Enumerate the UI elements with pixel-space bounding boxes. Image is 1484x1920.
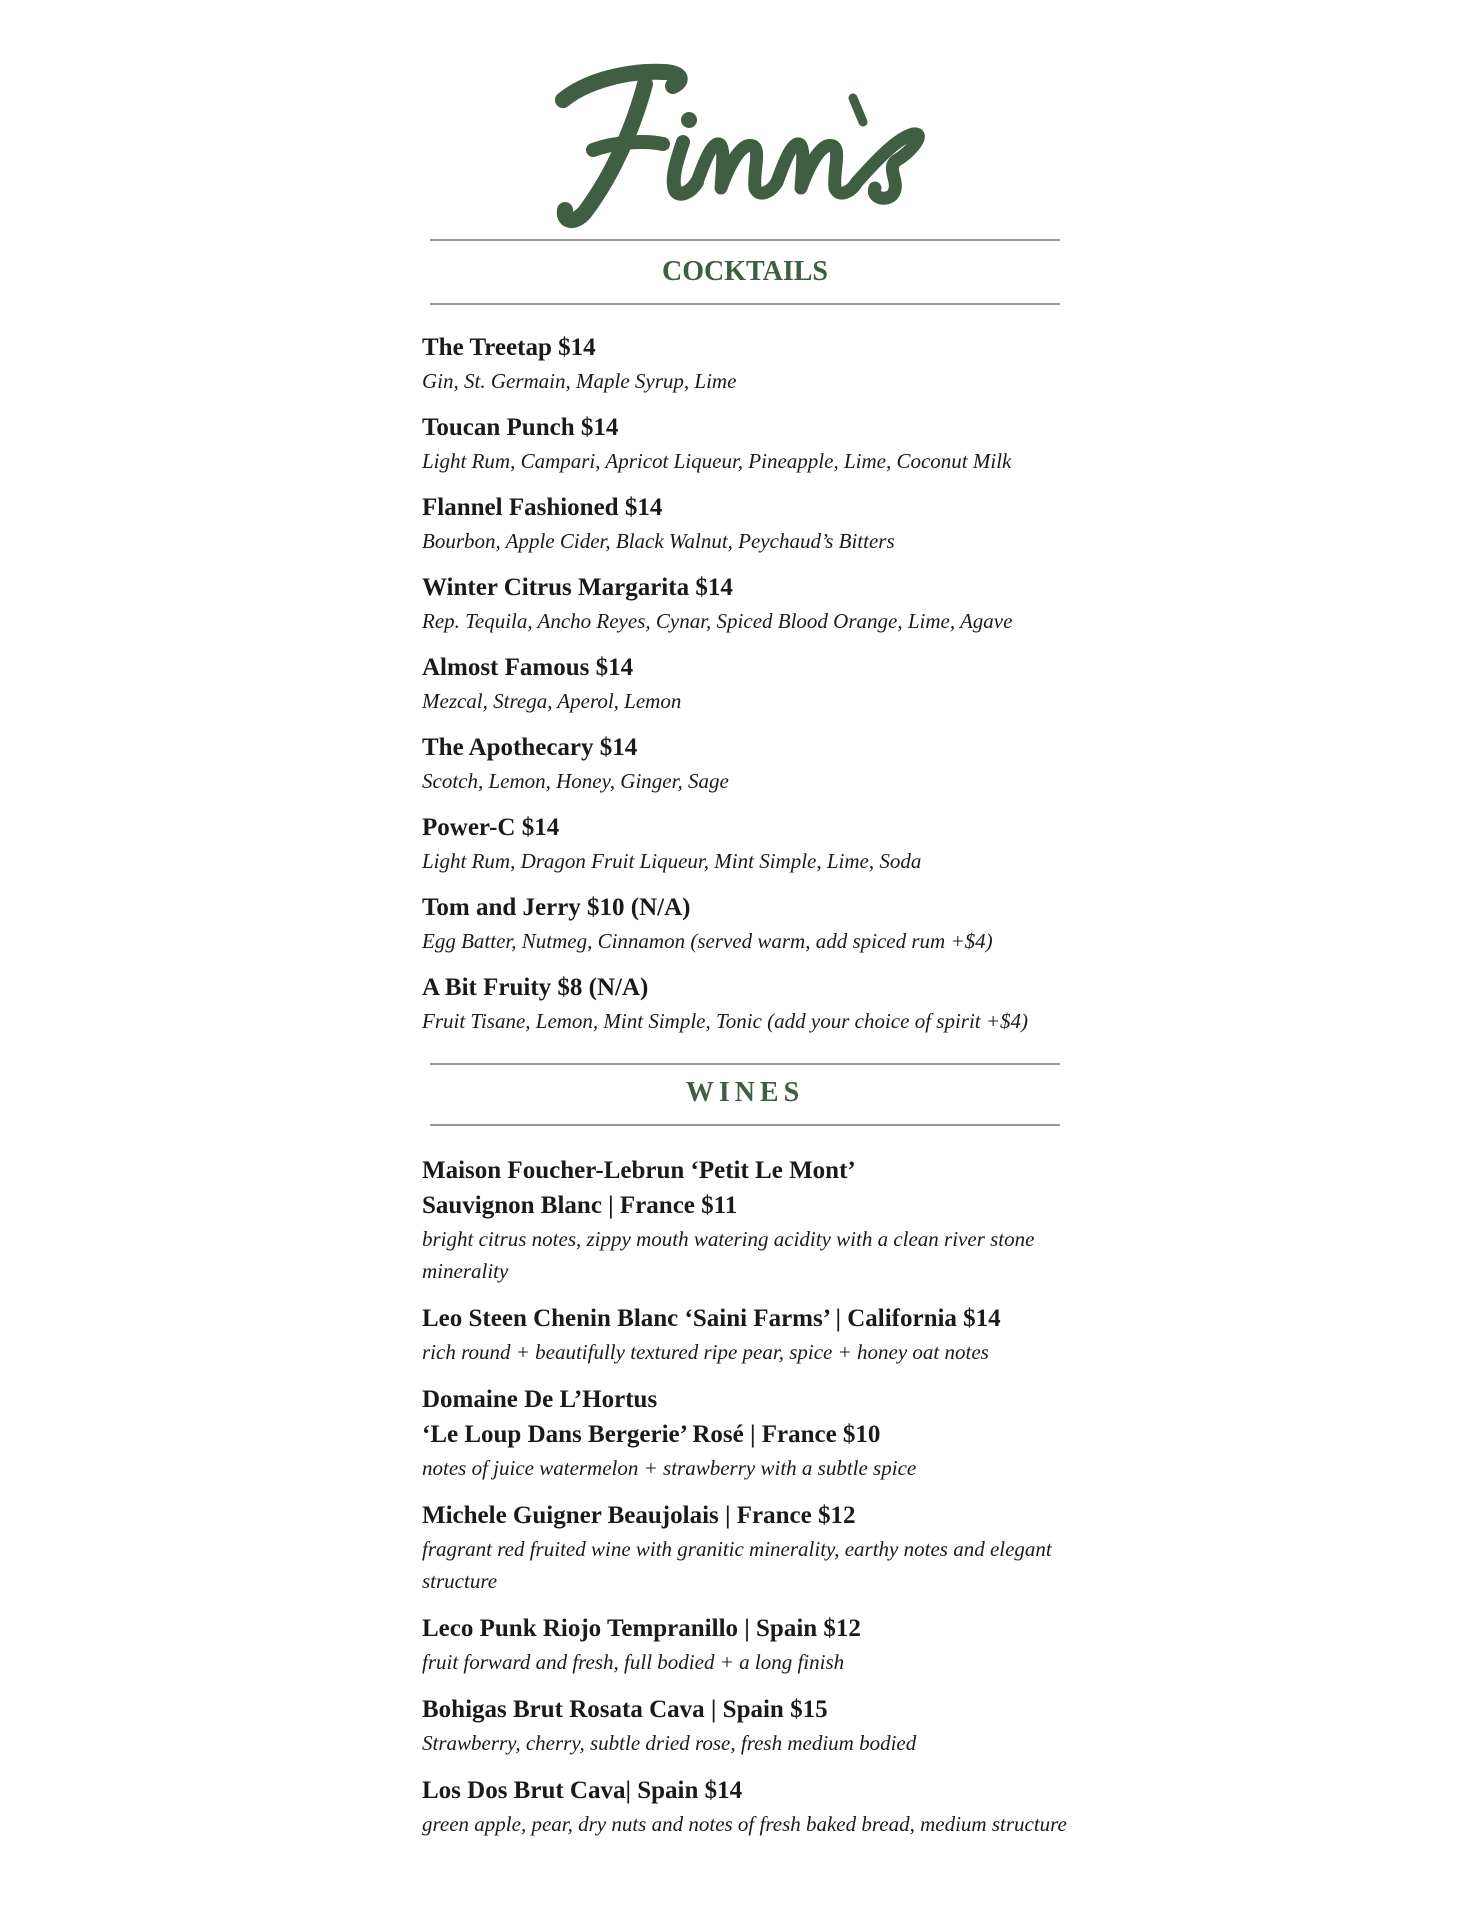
menu-item <box>422 1773 1072 1840</box>
menu-item <box>422 1382 1072 1484</box>
item-name: Almost Famous $14 <box>422 654 634 681</box>
item-description: fragrant red fruited wine with granitic minerality, earthy notes and elegant structure <box>422 1537 1052 1593</box>
item-name: Winter Citrus Margarita $14 <box>422 574 733 601</box>
cocktail-list <box>422 330 1072 1050</box>
menu-item <box>422 1498 1072 1597</box>
item-name: Leo Steen Chenin Blanc ‘Saini Farms’ | California $14 <box>422 1305 1001 1332</box>
item-description: Scotch, Lemon, Honey, Ginger, Sage <box>422 769 729 793</box>
menu-item <box>422 570 1072 650</box>
menu-item <box>422 330 1072 410</box>
item-description: Rep. Tequila, Ancho Reyes, Cynar, Spiced Blood Orange, Lime, Agave <box>422 609 1013 633</box>
item-name-line-2: Sauvignon Blanc | France $11 <box>422 1192 738 1219</box>
item-name-line-2: ‘Le Loup Dans Bergerie’ Rosé | France $10 <box>422 1421 881 1448</box>
divider <box>430 1124 1060 1126</box>
item-description: rich round + beautifully textured ripe pear, spice + honey oat notes <box>422 1340 989 1364</box>
item-name: A Bit Fruity $8 (N/A) <box>422 974 649 1001</box>
menu-item <box>422 1611 1072 1678</box>
item-description: Fruit Tisane, Lemon, Mint Simple, Tonic (add your choice of spirit +$4) <box>422 1009 1029 1033</box>
item-description: fruit forward and fresh, full bodied + a long finish <box>422 1650 845 1674</box>
item-name: The Apothecary $14 <box>422 734 638 761</box>
section-title-wines: WINES <box>685 1077 805 1108</box>
finns-logo <box>545 42 945 242</box>
item-name: Domaine De L’Hortus <box>422 1386 658 1413</box>
item-description: notes of juice watermelon + strawberry with a subtle spice <box>422 1456 917 1480</box>
item-name: Michele Guigner Beaujolais | France $12 <box>422 1502 856 1529</box>
item-description: Bourbon, Apple Cider, Black Walnut, Peychaud’s Bitters <box>422 529 895 553</box>
divider <box>430 1063 1060 1065</box>
item-description: Egg Batter, Nutmeg, Cinnamon (served warm, add spiced rum +$4) <box>422 929 993 953</box>
section-title-cocktails: COCKTAILS <box>662 256 828 287</box>
menu-item <box>422 730 1072 810</box>
menu-item <box>422 970 1072 1050</box>
menu-item <box>422 650 1072 730</box>
item-description: bright citrus notes, zippy mouth watering acidity with a clean river stone minerality <box>422 1227 1035 1283</box>
item-description: Strawberry, cherry, subtle dried rose, fresh medium bodied <box>422 1731 917 1755</box>
item-name: Los Dos Brut Cava| Spain $14 <box>422 1777 743 1804</box>
item-name: The Treetap $14 <box>422 334 596 361</box>
menu-item <box>422 890 1072 970</box>
item-name: Flannel Fashioned $14 <box>422 494 663 521</box>
item-name: Bohigas Brut Rosata Cava | Spain $15 <box>422 1696 828 1723</box>
item-name: Power-C $14 <box>422 814 560 841</box>
menu-item <box>422 810 1072 890</box>
item-name: Toucan Punch $14 <box>422 414 619 441</box>
item-name: Tom and Jerry $10 (N/A) <box>422 894 691 921</box>
item-description: Light Rum, Dragon Fruit Liqueur, Mint Simple, Lime, Soda <box>422 849 922 873</box>
menu-item <box>422 1692 1072 1759</box>
menu-item <box>422 490 1072 570</box>
item-description: Light Rum, Campari, Apricot Liqueur, Pineapple, Lime, Coconut Milk <box>422 449 1012 473</box>
menu-item <box>422 1301 1072 1368</box>
divider <box>430 239 1060 241</box>
item-name: Maison Foucher-Lebrun ‘Petit Le Mont’ <box>422 1157 856 1184</box>
menu-item <box>422 1153 1072 1287</box>
item-description: Gin, St. Germain, Maple Syrup, Lime <box>422 369 737 393</box>
item-description: Mezcal, Strega, Aperol, Lemon <box>422 689 682 713</box>
divider <box>430 303 1060 305</box>
item-name: Leco Punk Riojo Tempranillo | Spain $12 <box>422 1615 861 1642</box>
item-description: green apple, pear, dry nuts and notes of fresh baked bread, medium structure <box>422 1812 1067 1836</box>
wine-list <box>422 1153 1072 1854</box>
menu-item <box>422 410 1072 490</box>
